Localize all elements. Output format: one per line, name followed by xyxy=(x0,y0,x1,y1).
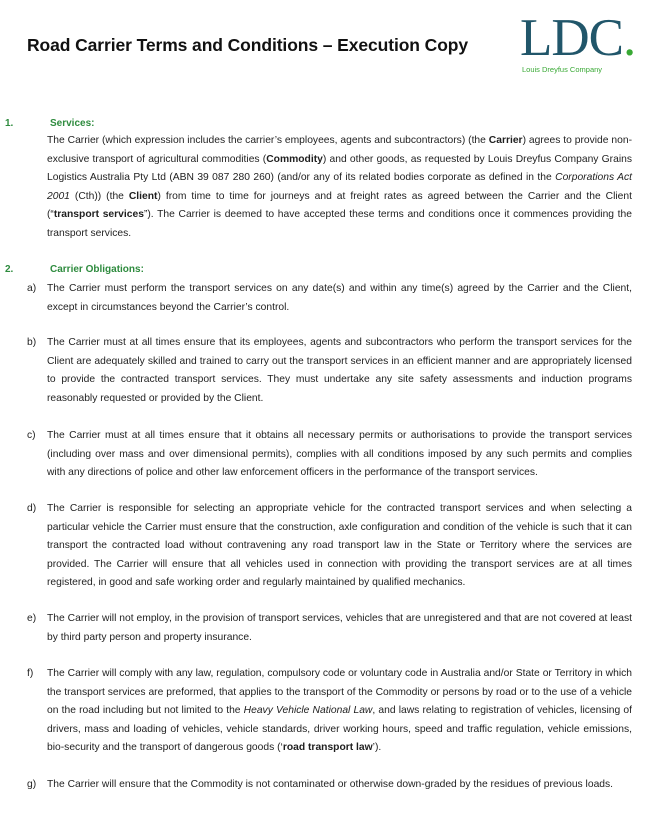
ldc-logo xyxy=(520,9,650,80)
clause-f-text: The Carrier will comply with any law, regulation, compulsory code or voluntary code in Australia and/or State or Territory in which the transport services are preformed, that applies to the transport of the Commodity or persons by road or to the use of a vehicle on the road including but not limited to the Heavy Vehicle National Law, and laws relating to registration of vehicles, licensing of drivers, mass and loading of vehicles, vehicle standards, driver working hours, speed and traffic regulation, vehicle emissions, bio-security and the transport of dangerous goods (‘road transport law’). xyxy=(47,668,632,753)
section-2-number: 2. xyxy=(5,264,14,275)
clause-d-letter: d) xyxy=(27,503,37,514)
clause-e-letter: e) xyxy=(27,613,37,624)
clause-g-letter: g) xyxy=(27,779,37,790)
section-2-title: Carrier Obligations: xyxy=(50,264,144,275)
services-paragraph: The Carrier (which expression includes the carrier’s employees, agents and subcontractors) (the Carrier) agrees to provide non-exclusive transport of agricultural commodities (Commodity) and other goods, as requested by Louis Dreyfus Company Grains Logistics Australia Pty Ltd (ABN 39 087 280 260) (and/or any of its related bodies corporate as defined in the Corporations Act 2001 (Cth)) (the Client) from time to time for journeys and at freight rates as agreed between the Carrier and the Client (“transport services”). The Carrier is deemed to have accepted these terms and conditions once it commences providing the transport services. xyxy=(47,135,632,239)
clause-a-letter: a) xyxy=(27,283,37,294)
logo-subtitle: Louis Dreyfus Company xyxy=(522,65,603,74)
clause-b-text: The Carrier must at all times ensure that its employees, agents and subcontractors who perform the transport services for the Client are adequately skilled and trained to carry out the transport services in an efficient manner and are appropriately licensed to provide the contracted transport services. They must undertake any site safety assessments and induction programs reasonably requested or provided by the Client. xyxy=(47,337,632,404)
section-1-number: 1. xyxy=(5,118,14,129)
clause-e-text: The Carrier will not employ, in the provision of transport services, vehicles that are unregistered and that are not covered at least by third party person and property insurance. xyxy=(47,613,632,643)
clause-d-text: The Carrier is responsible for selecting an appropriate vehicle for the contracted transport services and when selecting a particular vehicle the Carrier must ensure that the construction, axle configuration and condition of the vehicle is such that it can transport the contracted load without contravening any road transport law in the State or Territory where the services are provided. The Carrier will ensure that all vehicles used in connection with providing the transport services are at all times registered, in good and safe working order and regularly maintained by qualified mechanics. xyxy=(47,503,632,588)
clause-c-letter: c) xyxy=(27,430,36,441)
section-1-title: Services: xyxy=(50,118,95,129)
document-title: Road Carrier Terms and Conditions – Execution Copy xyxy=(27,35,469,55)
clause-c-text: The Carrier must at all times ensure that it obtains all necessary permits or authorisations to provide the transport services (including over mass and over dimensional permits), complies with all conditions imposed by any such permits and complies with any directions of police and other law enforcement officers in the performance of the transport services. xyxy=(47,430,632,478)
clause-g-text: The Carrier will ensure that the Commodity is not contaminated or otherwise down-graded by the residues of previous loads. xyxy=(47,779,614,790)
clause-a-text: The Carrier must perform the transport services on any date(s) and within any time(s) agreed by the Carrier and the Client, except in circumstances beyond the Carrier’s control. xyxy=(47,283,632,313)
clause-f-letter: f) xyxy=(27,668,34,679)
clause-b-letter: b) xyxy=(27,337,37,348)
logo-mark: LDC. xyxy=(520,9,636,67)
